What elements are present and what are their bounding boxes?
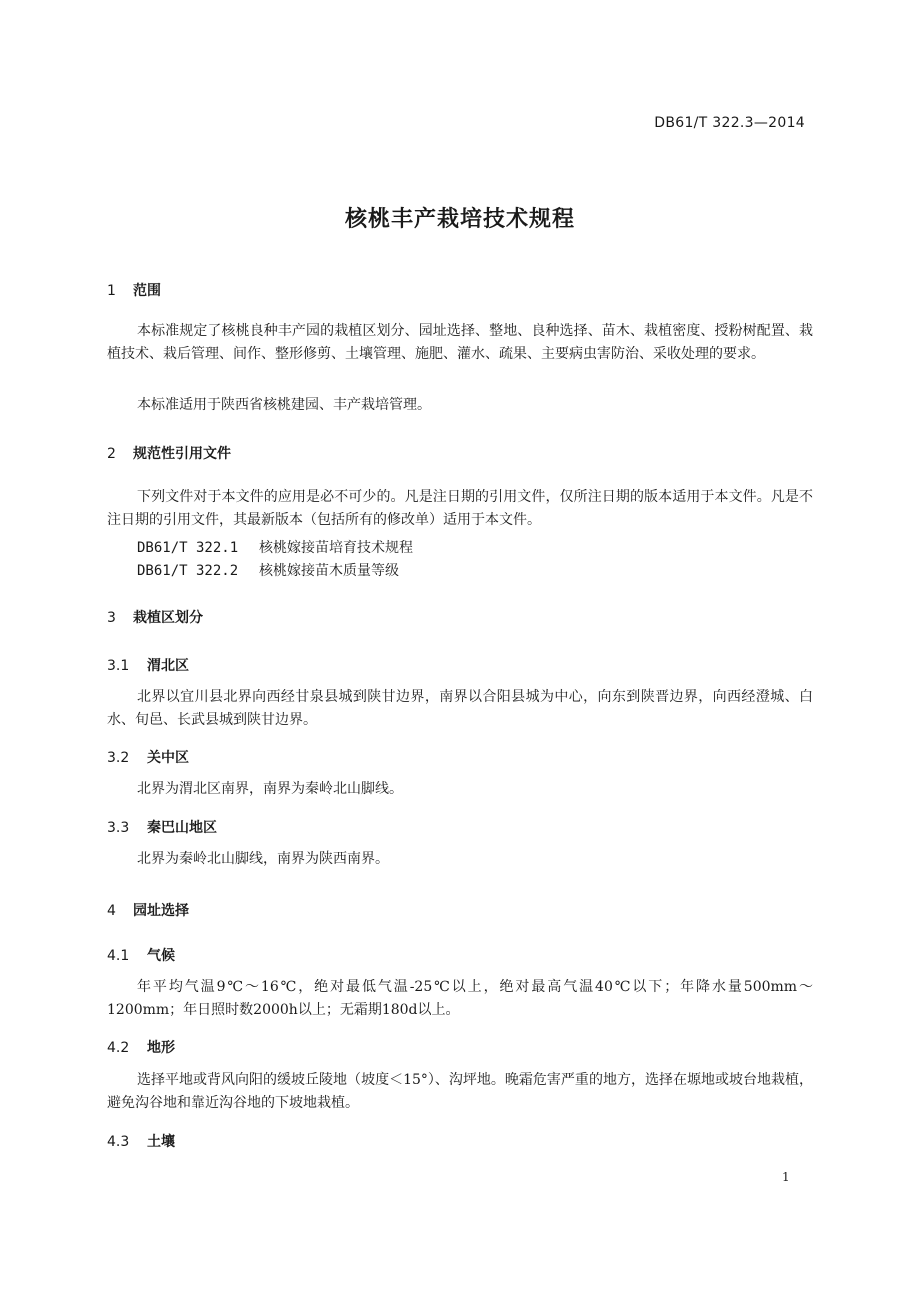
section-1-paragraph-2: 本标准适用于陕西省核桃建园、丰产栽培管理。 xyxy=(137,397,431,413)
subsection-title: 秦巴山地区 xyxy=(147,820,217,836)
subsection-number: 3.2 xyxy=(107,750,130,766)
subsection-3-3-heading xyxy=(107,817,217,837)
reference-item xyxy=(137,537,413,557)
subsection-number: 3.3 xyxy=(107,820,130,836)
section-2-paragraph-1: 下列文件对于本文件的应用是必不可少的。凡是注日期的引用文件，仅所注日期的版本适用于本文件。凡是不注日期的引用文件，其最新版本（包括所有的修改单）适用于本文件。 xyxy=(107,489,813,528)
subsection-title: 地形 xyxy=(147,1040,175,1056)
section-2-heading xyxy=(107,443,231,463)
section-4-heading xyxy=(107,900,189,920)
subsection-3-2-text: 北界为渭北区南界，南界为秦岭北山脚线。 xyxy=(137,781,403,797)
subsection-4-2-heading xyxy=(107,1037,175,1057)
section-1-heading xyxy=(107,280,161,300)
section-number: 4 xyxy=(107,903,116,919)
subsection-title: 渭北区 xyxy=(147,658,189,674)
subsection-number: 4.1 xyxy=(107,948,130,964)
subsection-4-1-heading xyxy=(107,945,175,965)
reference-code: DB61/T 322.1 xyxy=(137,540,239,556)
reference-title: 核桃嫁接苗木质量等级 xyxy=(259,563,399,579)
reference-title: 核桃嫁接苗培育技术规程 xyxy=(259,540,413,556)
subsection-number: 4.3 xyxy=(107,1134,130,1150)
section-3-heading xyxy=(107,607,203,627)
subsection-title: 土壤 xyxy=(147,1134,175,1150)
document-number: DB61/T 322.3—2014 xyxy=(654,115,805,131)
section-number: 2 xyxy=(107,446,116,462)
section-title: 栽植区划分 xyxy=(133,610,203,626)
section-title: 规范性引用文件 xyxy=(133,446,231,462)
subsection-number: 3.1 xyxy=(107,658,130,674)
section-number: 3 xyxy=(107,610,116,626)
section-1-paragraph-1: 本标准规定了核桃良种丰产园的栽植区划分、园址选择、整地、良种选择、苗木、栽植密度、授粉树配置、栽植技术、栽后管理、间作、整形修剪、土壤管理、施肥、灌水、疏果、主要病虫害防治、采收处理的要求。 xyxy=(107,323,813,362)
section-number: 1 xyxy=(107,283,116,299)
subsection-3-2-heading xyxy=(107,747,189,767)
subsection-title: 气候 xyxy=(147,948,175,964)
reference-item xyxy=(137,560,399,580)
section-title: 园址选择 xyxy=(133,903,189,919)
document-title: 核桃丰产栽培技术规程 xyxy=(344,207,575,232)
reference-code: DB61/T 322.2 xyxy=(137,563,239,579)
subsection-4-3-heading xyxy=(107,1131,175,1151)
subsection-3-1-text: 北界以宜川县北界向西经甘泉县城到陕甘边界，南界以合阳县城为中心，向东到陕晋边界，向西经澄城、白水、旬邑、长武县城到陕甘边界。 xyxy=(107,689,813,728)
subsection-4-1-text: 年平均气温9℃～16℃，绝对最低气温-25℃以上，绝对最高气温40℃以下；年降水量500mm～1200mm；年日照时数2000h以上；无霜期180d以上。 xyxy=(107,979,813,1018)
section-title: 范围 xyxy=(133,283,161,299)
subsection-title: 关中区 xyxy=(147,750,189,766)
subsection-3-1-heading xyxy=(107,655,189,675)
page-number: 1 xyxy=(782,1170,790,1184)
subsection-4-2-text: 选择平地或背风向阳的缓坡丘陵地（坡度＜15°）、沟坪地。晚霜危害严重的地方，选择在塬地或坡台地栽植，避免沟谷地和靠近沟谷地的下坡地栽植。 xyxy=(107,1072,813,1111)
subsection-number: 4.2 xyxy=(107,1040,130,1056)
subsection-3-3-text: 北界为秦岭北山脚线，南界为陕西南界。 xyxy=(137,851,389,867)
